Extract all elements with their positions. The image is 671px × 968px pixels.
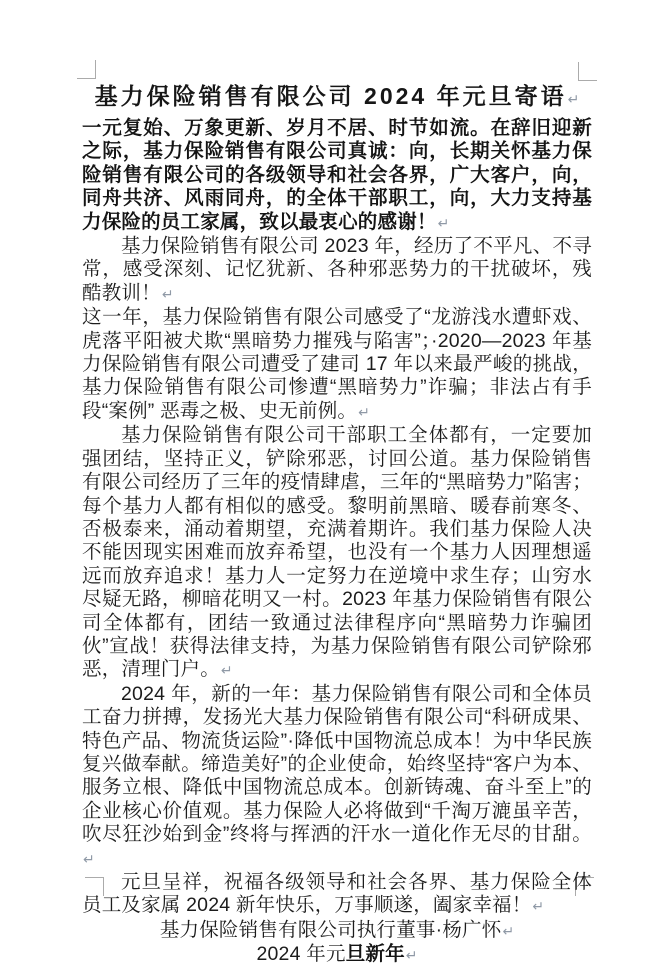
paragraph-mark-icon: ↵ [161, 285, 174, 302]
paragraph-mark-icon: ↵ [532, 898, 545, 915]
date-line-regular: 2024 年元 [256, 943, 346, 966]
document-title [82, 82, 592, 114]
paragraph-blessing [82, 871, 592, 919]
paragraph-text: 基力保险销售有限公司干部职工全体都有，一定要加强团结，坚持正义，铲除邪恶，讨回公道。基力保险销售有限公司经历了三年的疫情肆虐，三年的“黑暗势力”陷害；每个基力人都有相似的感受。黎明前黑暗、暖春前寒冬、否极泰来，涌动着期望，充满着期许。我们基力保险人决不能因现实困难而放弃希望，也没有一个基力人因理想遥远而放弃追求！基力人一定努力在逆境中求生存；山穷水尽疑无路，柳暗花明又一村。2023 年基力保险销售有限公司全体都有，团结一致通过法律程序向“黑暗势力诈骗团伙”宣战！获得法律支持，为基力保险销售有限公司铲除邪恶，清理门户。 [82, 424, 592, 681]
crop-mark-top-left-icon [77, 60, 96, 79]
paragraph-mark-icon: ↵ [502, 922, 515, 939]
paragraph-text: 2024 年，新的一年：基力保险销售有限公司和全体员工奋力拼搏，发扬光大基力保险销售有限公司“科研成果、特色产品、物流货运险”·降低中国物流总成本！为中华民族复兴做奉献。缔造美好”的企业使命，始终坚持“客户为本、服务立根、降低中国物流总成本。创新铸魂、奋斗至上”的企业核心价值观。基力保险人必将做到“千淘万漉虽辛苦，吹尽狂沙始到金”终将与挥洒的汗水一道化作无尽的甘甜。 [82, 682, 592, 846]
signature-text: 基力保险销售有限公司执行董事·杨广怀 [159, 918, 502, 941]
paragraph-mark-icon: ↵ [220, 662, 233, 679]
paragraph-mark-icon: ↵ [358, 403, 370, 420]
paragraph-mark-icon: ↵ [567, 91, 580, 107]
paragraph-text: 这一年，基力保险销售有限公司感受了“龙游浅水遭虾戏、虎落平阳被犬欺“黑暗势力摧残与陷害”；·2020—2023 年基力保险销售有限公司遭受了建司 17 年以来最严峻的挑战，基力保险销售有限公司惨遭“黑暗势力”诈骗；非法占有手段“案例” 恶毒之极、史无前例。 [82, 306, 592, 422]
paragraph-this-year [82, 306, 592, 424]
date-line-bold: 旦新年 [345, 943, 405, 966]
paragraph-2023-review [82, 235, 592, 306]
paragraph-intro [82, 117, 592, 235]
paragraph-mark-icon: ↵ [405, 947, 418, 964]
paragraph-mark-icon: ↵ [83, 850, 95, 867]
paragraph-text: 一元复始、万象更新、岁月不居、时节如流。在辞旧迎新之际，基力保险销售有限公司真诚：向，长期关怀基力保险销售有限公司的各级领导和社会各界，广大客户，向，同舟共济、风雨同舟，的全体干部职工，向，大力支持基力保险的员工家属，致以最衷心的感谢！ [82, 117, 592, 233]
signature-line [82, 919, 592, 943]
paragraph-2024-outlook [82, 683, 592, 871]
paragraph-text: 基力保险销售有限公司 2023 年，经历了不平凡、不寻常，感受深刻、记忆犹新、各种邪恶势力的干扰破坏，残酷教训！ [82, 235, 592, 304]
date-line [82, 943, 592, 967]
text-body [82, 82, 592, 968]
paragraph-staff-unity [82, 424, 592, 682]
crop-mark-top-right-icon [578, 62, 597, 81]
document-title-text: 基力保险销售有限公司 2024 年元旦寄语 [94, 83, 567, 109]
paragraph-mark-icon: ↵ [437, 214, 450, 231]
paragraph-text: 元旦呈祥，祝福各级领导和社会各界、基力保险全体员工及家属 2024 新年快乐，万事顺遂，阖家幸福！ [82, 871, 592, 917]
